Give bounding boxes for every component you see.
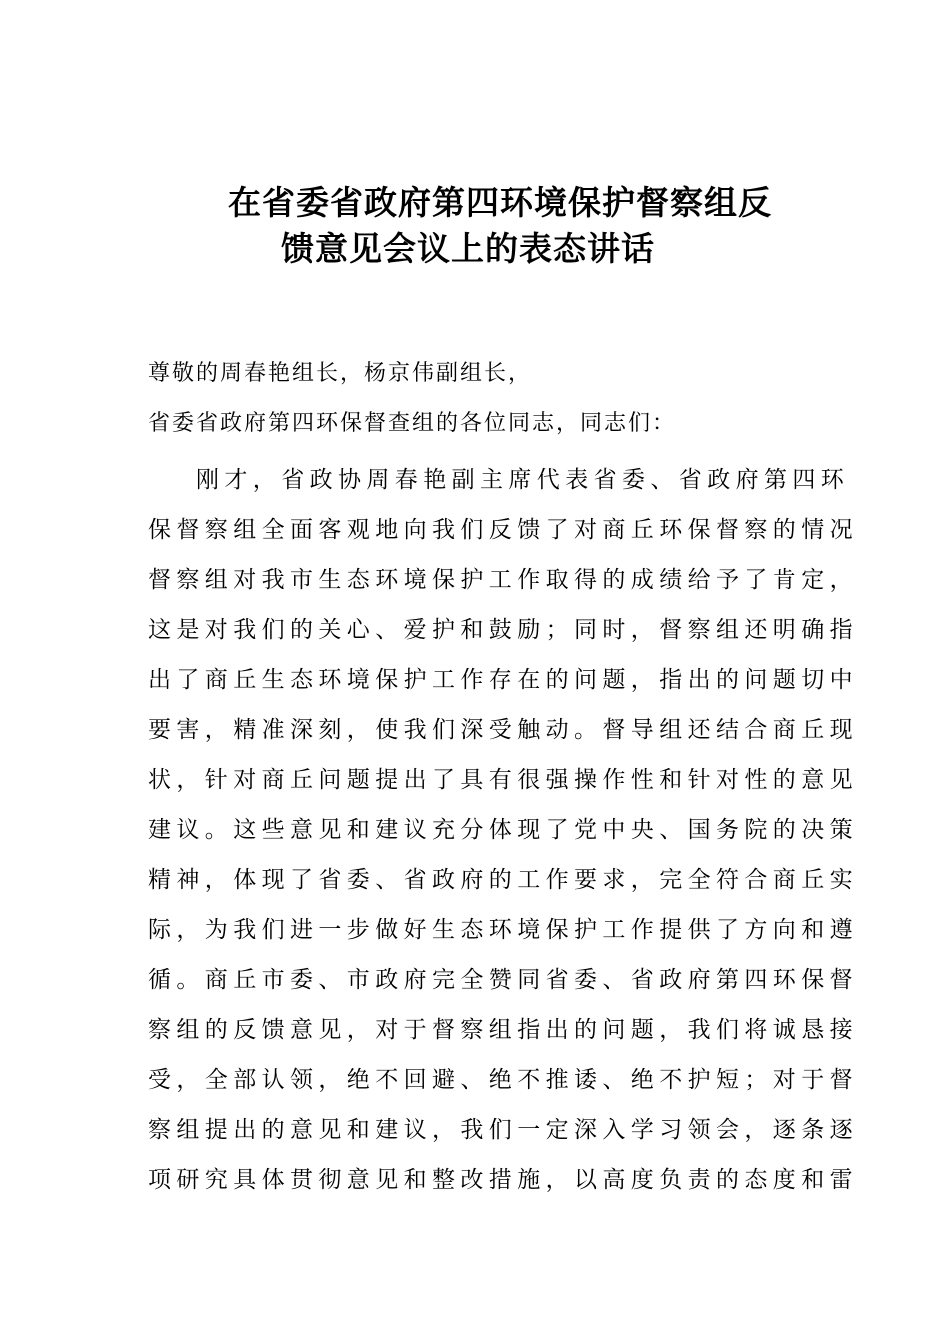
body-line: 项研究具体贯彻意见和整改措施，以高度负责的态度和雷 <box>148 1167 858 1193</box>
salutation-line-1: 尊敬的周春艳组长，杨京伟副组长， <box>148 361 533 386</box>
body-line: 这是对我们的关心、爱护和鼓励；同时，督察组还明确指 <box>148 617 858 643</box>
salutation-line-2: 省委省政府第四环保督查组的各位同志，同志们： <box>148 411 677 436</box>
body-line: 刚才，省政协周春艳副主席代表省委、省政府第四环 <box>196 467 850 493</box>
body-line: 精神，体现了省委、省政府的工作要求，完全符合商丘实 <box>148 867 858 893</box>
body-line: 督察组对我市生态环境保护工作取得的成绩给予了肯定， <box>148 567 858 593</box>
title-line-2: 馈意见会议上的表态讲话 <box>281 229 655 268</box>
body-line: 保督察组全面客观地向我们反馈了对商丘环保督察的情况 <box>148 517 858 543</box>
title-line-1: 在省委省政府第四环境保护督察组反 <box>228 183 772 222</box>
body-line: 建议。这些意见和建议充分体现了党中央、国务院的决策 <box>148 817 858 843</box>
body-line: 出了商丘生态环境保护工作存在的问题，指出的问题切中 <box>148 667 858 693</box>
body-line: 察组提出的意见和建议，我们一定深入学习领会，逐条逐 <box>148 1117 858 1143</box>
document-title <box>228 180 828 272</box>
body-line: 际，为我们进一步做好生态环境保护工作提供了方向和遵 <box>148 917 858 943</box>
body-line: 受，全部认领，绝不回避、绝不推诿、绝不护短；对于督 <box>148 1067 858 1093</box>
body-line: 循。商丘市委、市政府完全赞同省委、省政府第四环保督 <box>148 967 858 993</box>
body-line: 察组的反馈意见，对于督察组指出的问题，我们将诚恳接 <box>148 1017 858 1043</box>
body-line: 状，针对商丘问题提出了具有很强操作性和针对性的意见 <box>148 767 858 793</box>
body-line: 要害，精准深刻，使我们深受触动。督导组还结合商丘现 <box>148 717 858 743</box>
body-paragraph <box>148 455 858 1205</box>
